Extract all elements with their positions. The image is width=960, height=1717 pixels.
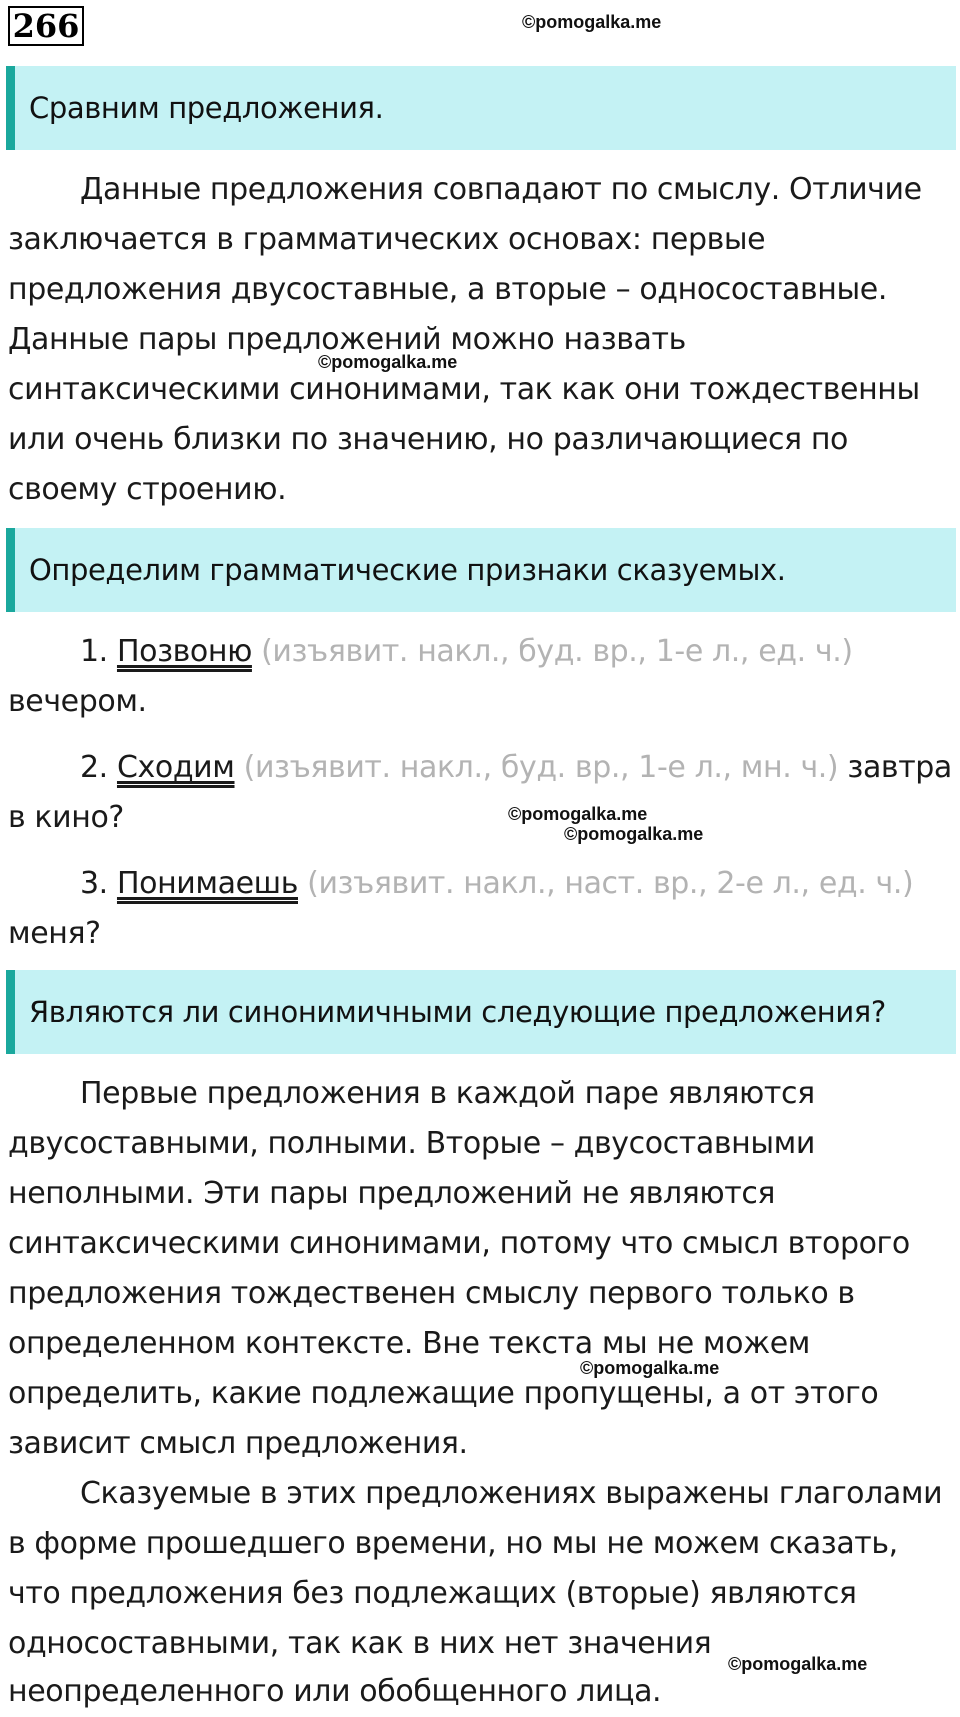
paragraph-line: определить, какие подлежащие пропущены, а от этого <box>8 1376 879 1411</box>
grammar-note: (изъявит. накл., наст. вр., 2-е л., ед. ч.) <box>307 866 914 901</box>
predicate-item-3-continuation: меня? <box>8 916 101 951</box>
paragraph-line: своему строению. <box>8 472 287 507</box>
paragraph-line: заключается в грамматических основах: первые <box>8 222 766 257</box>
paragraph-line: или очень близки по значению, но различающиеся по <box>8 422 848 457</box>
paragraph-line: зависит смысл предложения. <box>8 1426 468 1461</box>
section-heading-synonyms: Являются ли синонимичными следующие предложения? <box>6 970 956 1054</box>
watermark: ©pomogalka.me <box>508 804 648 824</box>
predicate-word: Понимаешь <box>116 866 298 901</box>
section-heading-predicates: Определим грамматические признаки сказуемых. <box>6 528 956 612</box>
paragraph-line: что предложения без подлежащих (вторые) являются <box>8 1576 857 1611</box>
grammar-note: (изъявит. накл., буд. вр., 1-е л., ед. ч.) <box>261 634 853 669</box>
paragraph-line: Данные пары предложений можно назвать <box>8 322 686 357</box>
grammar-note: (изъявит. накл., буд. вр., 1-е л., мн. ч.) <box>243 750 839 785</box>
paragraph-line: определенном контексте. Вне текста мы не можем <box>8 1326 810 1361</box>
item-number: 3. <box>80 866 108 901</box>
paragraph-line: двусоставными, полными. Вторые – двусоставными <box>8 1126 815 1161</box>
paragraph-line: синтаксическими синонимами, так как они тождественны <box>8 372 920 407</box>
paragraph-line: Первые предложения в каждой паре являются <box>80 1076 815 1111</box>
predicate-word: Сходим <box>116 750 235 785</box>
watermark: ©pomogalka.me <box>522 12 662 32</box>
predicate-word: Позвоню <box>116 634 252 669</box>
section-heading-compare: Сравним предложения. <box>6 66 956 150</box>
item-number: 2. <box>80 750 108 785</box>
watermark: ©pomogalka.me <box>318 352 458 372</box>
watermark: ©pomogalka.me <box>564 824 704 844</box>
watermark: ©pomogalka.me <box>580 1358 720 1378</box>
paragraph-line: Данные предложения совпадают по смыслу. Отличие <box>80 172 922 207</box>
predicate-item-1 <box>80 632 853 672</box>
predicate-item-3 <box>80 864 913 904</box>
paragraph-line: односоставными, так как в них нет значения <box>8 1626 712 1661</box>
trailing-text: завтра <box>847 750 952 785</box>
item-number: 1. <box>80 634 108 669</box>
paragraph-line: в форме прошедшего времени, но мы не можем сказать, <box>8 1526 898 1561</box>
paragraph-line: предложения двусоставные, а вторые – односоставные. <box>8 272 887 307</box>
paragraph-line: неполными. Эти пары предложений не являются <box>8 1176 776 1211</box>
paragraph-line: Сказуемые в этих предложениях выражены глаголами <box>80 1476 943 1511</box>
predicate-item-1-continuation: вечером. <box>8 684 147 719</box>
paragraph-line: предложения тождественен смыслу первого только в <box>8 1276 855 1311</box>
predicate-item-2-continuation: в кино? <box>8 800 124 835</box>
task-number: 266 <box>8 6 84 46</box>
paragraph-line: неопределенного или обобщенного лица. <box>8 1674 662 1709</box>
watermark: ©pomogalka.me <box>728 1654 868 1674</box>
paragraph-line: синтаксическими синонимами, потому что смысл второго <box>8 1226 910 1261</box>
predicate-item-2 <box>80 748 952 788</box>
